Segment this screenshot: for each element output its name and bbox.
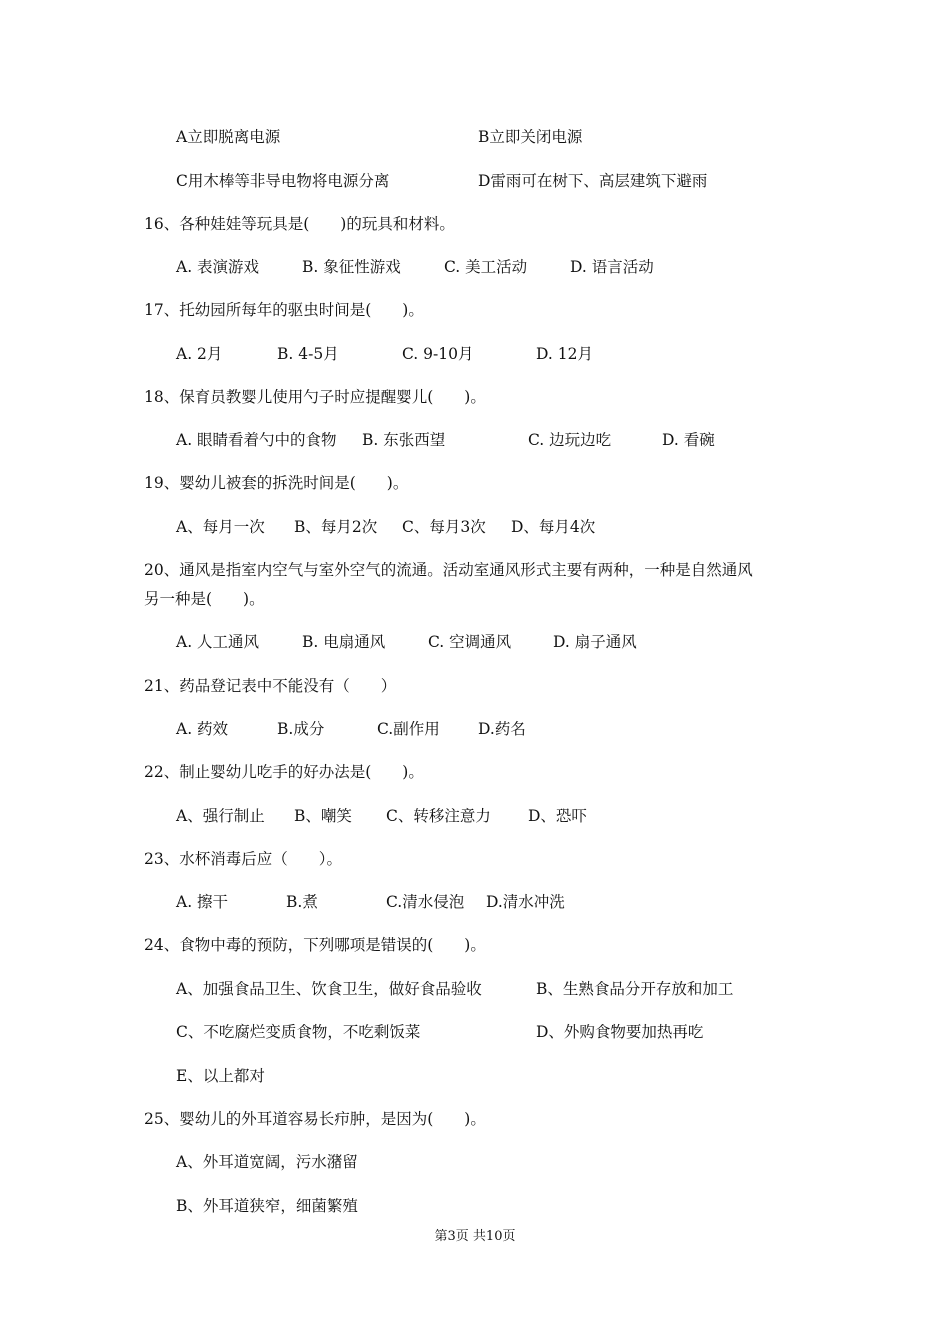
q16-stem: 16、各种娃娃等玩具是( )的玩具和材料。 [144,215,455,233]
q23-option-b: B.煮 [286,893,318,911]
q21-option-d: D.药名 [478,720,526,738]
q21-stem: 21、药品登记表中不能没有（ ） [144,677,397,695]
q19-option-b: B、每月2次 [294,518,378,536]
q19-option-a: A、每月一次 [176,518,265,536]
q24-option-b: B、生熟食品分开存放和加工 [536,980,734,998]
q17-option-a: A. 2月 [176,345,223,363]
q15-option-a: A立即脱离电源 [176,128,281,146]
q20-stem-line1: 20、通风是指室内空气与室外空气的流通。活动室通风形式主要有两种，一种是自然通风 [144,561,753,579]
q23-option-d: D.清水冲洗 [486,893,565,911]
q23-stem: 23、水杯消毒后应（ ）。 [144,850,342,868]
q24-option-c: C、不吃腐烂变质食物，不吃剩饭菜 [176,1023,421,1041]
page-footer: 第3页 共10页 [434,1229,516,1244]
q24-option-d: D、外购食物要加热再吃 [536,1023,704,1041]
q23-option-a: A. 擦干 [176,893,229,911]
q20-option-c: C. 空调通风 [428,633,512,651]
q19-stem: 19、婴幼儿被套的拆洗时间是( )。 [144,474,409,492]
q18-option-b: B. 东张西望 [362,431,446,449]
q22-option-d: D、恐吓 [528,807,587,825]
q22-option-b: B、嘲笑 [294,807,352,825]
q19-option-d: D、每月4次 [511,518,596,536]
q16-option-c: C. 美工活动 [444,258,528,276]
q18-stem: 18、保育员教婴儿使用勺子时应提醒婴儿( )。 [144,388,486,406]
q20-option-a: A. 人工通风 [176,633,260,651]
q23-option-c: C.清水侵泡 [386,893,465,911]
q17-option-b: B. 4-5月 [277,345,339,363]
q16-option-b: B. 象征性游戏 [302,258,401,276]
q20-option-d: D. 扇子通风 [553,633,637,651]
q20-stem-line2: 另一种是( )。 [144,590,265,608]
q15-option-b: B立即关闭电源 [478,128,583,146]
q21-option-b: B.成分 [277,720,325,738]
q15-option-c: C用木棒等非导电物将电源分离 [176,172,390,190]
q18-option-a: A. 眼睛看着勺中的食物 [176,431,337,449]
q25-option-a: A、外耳道宽阔，污水潴留 [176,1153,358,1171]
q15-option-d: D雷雨可在树下、高层建筑下避雨 [478,172,708,190]
q21-option-a: A. 药效 [176,720,229,738]
q22-stem: 22、制止婴幼儿吃手的好办法是( )。 [144,763,424,781]
q25-option-b: B、外耳道狭窄，细菌繁殖 [176,1197,358,1215]
q24-option-a: A、加强食品卫生、饮食卫生，做好食品验收 [176,980,482,998]
q17-stem: 17、托幼园所每年的驱虫时间是( )。 [144,301,424,319]
q24-option-e: E、以上都对 [176,1067,265,1085]
q20-option-b: B. 电扇通风 [302,633,386,651]
q22-option-c: C、转移注意力 [386,807,491,825]
q18-option-d: D. 看碗 [662,431,715,449]
q17-option-d: D. 12月 [536,345,593,363]
q24-stem: 24、食物中毒的预防，下列哪项是错误的( )。 [144,936,486,954]
q21-option-c: C.副作用 [377,720,440,738]
q22-option-a: A、强行制止 [176,807,265,825]
q18-option-c: C. 边玩边吃 [528,431,612,449]
q16-option-d: D. 语言活动 [570,258,654,276]
q25-stem: 25、婴幼儿的外耳道容易长疖肿，是因为( )。 [144,1110,486,1128]
q16-option-a: A. 表演游戏 [176,258,260,276]
q17-option-c: C. 9-10月 [402,345,474,363]
q19-option-c: C、每月3次 [402,518,486,536]
